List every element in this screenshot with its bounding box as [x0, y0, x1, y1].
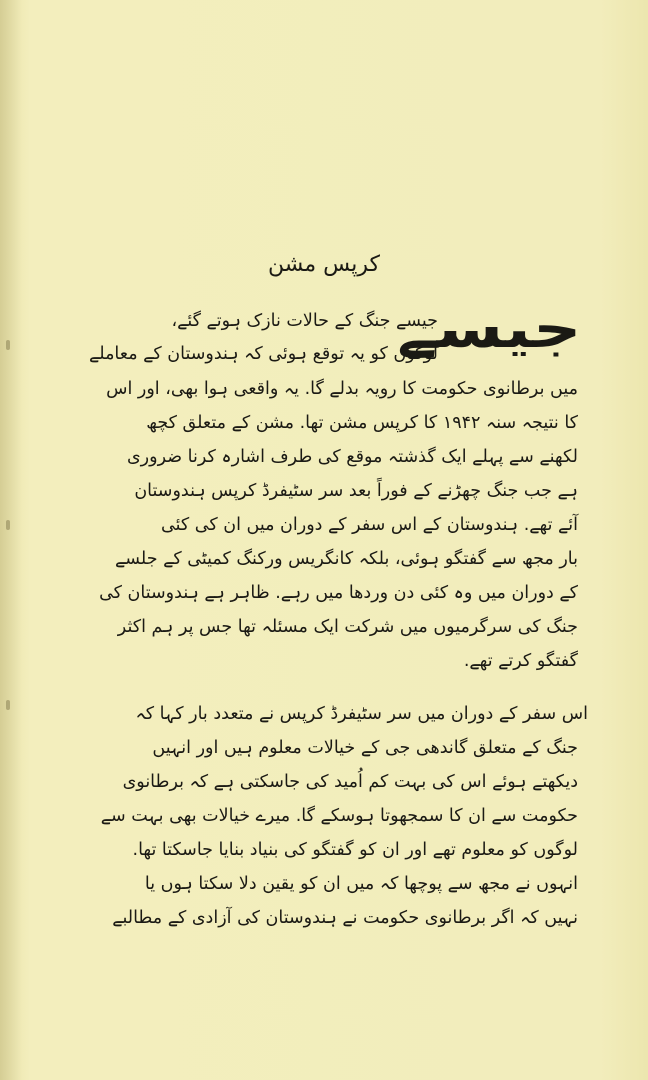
text-line-15: حکومت سے ان کا سمجھوتا ہوسکے گا. میرے خیالات بھی بہت سے — [100, 806, 578, 826]
text-line-11: گفتگو کرتے تھے. — [463, 651, 578, 671]
text-line-5: لکھنے سے پہلے ایک گذشتہ موقع کی طرف اشارہ کرنا ضروری — [126, 447, 578, 467]
text-line-7: آئے تھے. ہندوستان کے اس سفر کے دوران میں ان کی کئی — [160, 515, 578, 535]
text-line-16: لوگوں کو معلوم تھے اور ان کو گفتگو کی بنیاد بنایا جاسکتا تھا. — [132, 840, 578, 860]
text-line-13: جنگ کے متعلق گاندھی جی کے خیالات معلوم ہیں اور انہیں — [152, 738, 578, 758]
text-line-10: جنگ کی سرگرمیوں میں شرکت ایک مسئلہ تھا جس پر ہم اکثر — [117, 617, 578, 637]
text-line-18: نہیں کہ اگر برطانوی حکومت نے ہندوستان کی آزادی کے مطالبے — [112, 908, 578, 928]
drop-cap: جیسے — [397, 297, 582, 360]
text-line-3: میں برطانوی حکومت کا رویہ بدلے گا. یہ واقعی ہوا بھی، اور اس — [106, 379, 578, 399]
page-spine-shadow — [0, 0, 22, 1080]
text-line-17: انہوں نے مجھ سے پوچھا کہ میں ان کو یقین دلا سکتا ہوں یا — [144, 874, 578, 894]
text-line-6: ہے جب جنگ چھڑنے کے فوراً بعد سر سٹیفرڈ کرپس ہندوستان — [134, 481, 578, 501]
text-line-4: کا نتیجہ سنہ ۱۹۴۲ کا کرپس مشن تھا. مشن کے متعلق کچھ — [146, 413, 578, 433]
text-line-2: لوگوں کو یہ توقع ہوئی کہ ہندوستان کے معاملے — [89, 344, 438, 364]
chapter-title: کرپس مشن — [268, 252, 380, 277]
text-line-9: کے دوران میں وہ کئی دن وردھا میں رہے. ظاہر ہے ہندوستان کی — [99, 583, 578, 603]
text-line-8: بار مجھ سے گفتگو ہوئی، بلکہ کانگریس ورکنگ کمیٹی کے جلسے — [115, 549, 578, 569]
text-line-14: دیکھتے ہوئے اس کی بہت کم اُمید کی جاسکتی ہے کہ برطانوی — [122, 772, 578, 792]
text-line-12: اس سفر کے دوران میں سر سٹیفرڈ کرپس نے متعدد بار کہا کہ — [135, 704, 588, 724]
text-line-1: جیسے جنگ کے حالات نازک ہوتے گئے، — [171, 311, 438, 331]
